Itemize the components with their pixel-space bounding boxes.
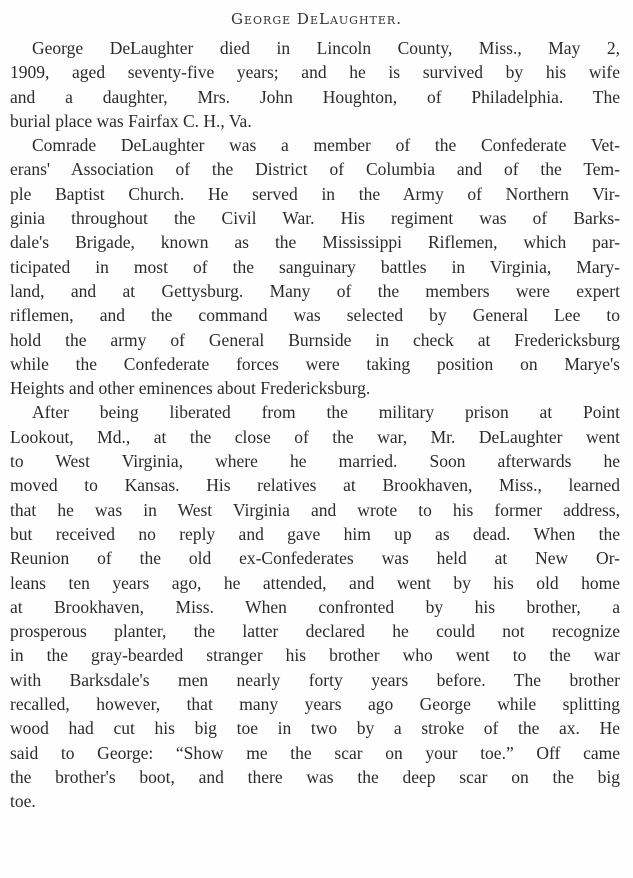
text-line: moved to Kansas. His relatives at Brookhaven, Miss., learned (10, 475, 620, 496)
text-line: at Brookhaven, Miss. When confronted by his brother, a (10, 596, 620, 617)
text-line: dale's Brigade, known as the Mississippi Riflemen, which par- (10, 232, 620, 253)
text-line: ple Baptist Church. He served in the Army of Northern Vir- (10, 183, 620, 204)
article-body (10, 36, 620, 814)
text-line: burial place was Fairfax C. H., Va. (10, 110, 252, 131)
text-line: prosperous planter, the latter declared he could not recognize (10, 621, 620, 642)
text-line: hold the army of General Burnside in check at Fredericksburg (10, 329, 620, 350)
text-line: while the Confederate forces were taking position on Marye's (10, 353, 620, 374)
text-line: Heights and other eminences about Fredericksburg. (10, 378, 371, 399)
text-line: leans ten years ago, he attended, and went by his old home (10, 572, 620, 593)
text-line: that he was in West Virginia and wrote to his former address, (10, 499, 620, 520)
paragraph-2 (10, 133, 620, 400)
text-line: with Barksdale's men nearly forty years before. The brother (10, 669, 620, 690)
text-line: in the gray-bearded stranger his brother who went to the war (10, 645, 620, 666)
text-line: ticipated in most of the sanguinary battles in Virginia, Mary- (10, 256, 620, 277)
text-line: wood had cut his big toe in two by a stroke of the ax. He (10, 718, 620, 739)
paragraph-1 (10, 36, 620, 133)
text-line: Lookout, Md., at the close of the war, Mr. DeLaughter went (10, 426, 620, 447)
text-line: riflemen, and the command was selected by General Lee to (10, 305, 620, 326)
text-line: erans' Association of the District of Columbia and of the Tem- (10, 159, 620, 180)
text-line: the brother's boot, and there was the deep scar on the big (10, 766, 620, 787)
text-line: land, and at Gettysburg. Many of the members were expert (10, 280, 620, 301)
text-line: said to George: “Show me the scar on your toe.” Off came (10, 742, 620, 763)
article-title-text: George DeLaughter. (231, 10, 402, 28)
text-line: and a daughter, Mrs. John Houghton, of Philadelphia. The (10, 86, 620, 107)
paragraph-3 (10, 400, 620, 813)
text-line: but received no reply and gave him up as dead. When the (10, 523, 620, 544)
text-line: After being liberated from the military prison at Point (32, 402, 620, 423)
text-line: to West Virginia, where he married. Soon afterwards he (10, 451, 620, 472)
text-line: ginia throughout the Civil War. His regiment was of Barks- (10, 208, 620, 229)
text-line: Comrade DeLaughter was a member of the Confederate Vet- (32, 135, 620, 156)
article-title (0, 10, 633, 28)
text-line: recalled, however, that many years ago George while splitting (10, 694, 620, 715)
text-line: George DeLaughter died in Lincoln County, Miss., May 2, (32, 38, 620, 58)
text-line: 1909, aged seventy-five years; and he is survived by his wife (10, 62, 620, 83)
text-line: Reunion of the old ex-Confederates was held at New Or- (10, 548, 620, 569)
text-line: toe. (10, 791, 36, 812)
